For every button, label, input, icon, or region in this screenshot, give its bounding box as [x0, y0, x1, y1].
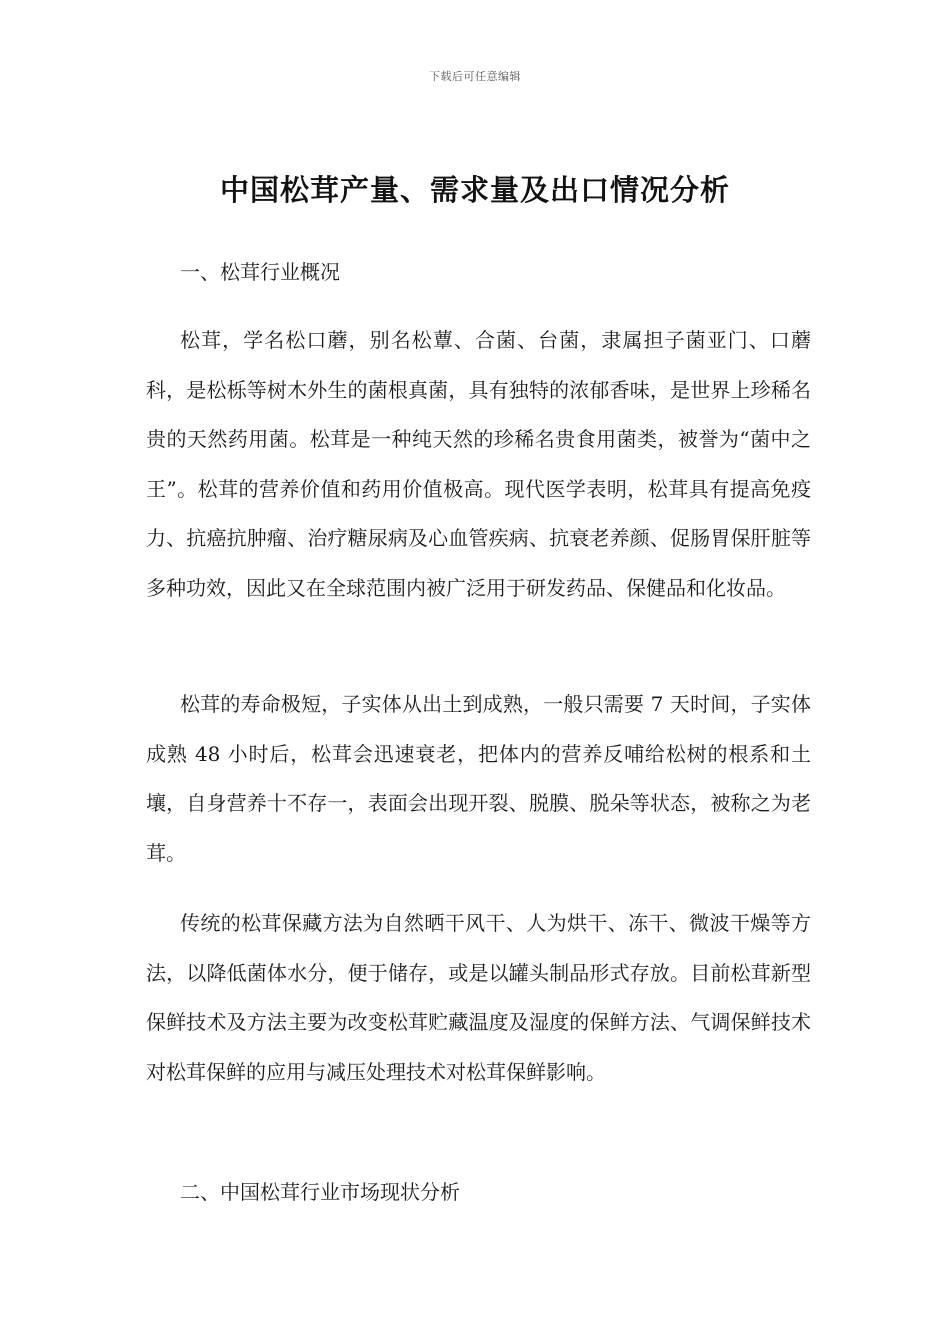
paragraph-lifespan: 松茸的寿命极短，子实体从出土到成熟，一般只需要 7 天时间，子实体成熟 48 小时后，松茸会迅速衰老，把体内的营养反哺给松树的根系和土壤，自身营养十不存一，表面会出现开裂、脱膜、脱朵等状态，被称之为老茸。: [146, 692, 811, 865]
paragraph-introduction: 松茸，学名松口蘑，别名松蕈、合菌、台菌，隶属担子菌亚门、口蘑科，是松栎等树木外生的菌根真菌，具有独特的浓郁香味，是世界上珍稀名贵的天然药用菌。松茸是一种纯天然的珍稀名贵食用菌类，被誉为“菌中之王”。松茸的营养价值和药用价值极高。现代医学表明，松茸具有提高免疫力、抗癌抗肿瘤、治疗糖尿病及心血管疾病、抗衰老养颜、促肠胃保肝脏等多种功效，因此又在全球范围内被广泛用于研发药品、保健品和化妆品。: [146, 328, 811, 600]
paragraph-preservation: 传统的松茸保藏方法为自然晒干风干、人为烘干、冻干、微波干燥等方法，以降低菌体水分，便于储存，或是以罐头制品形式存放。目前松茸新型保鲜技术及方法主要为改变松茸贮藏温度及湿度的保鲜方法、气调保鲜技术对松茸保鲜的应用与减压处理技术对松茸保鲜影响。: [146, 911, 811, 1084]
header-note: 下载后可任意编辑: [429, 70, 521, 83]
section-heading-market-status: 二、中国松茸行业市场现状分析: [180, 1180, 460, 1204]
section-heading-overview: 一、松茸行业概况: [180, 260, 340, 284]
document-title: 中国松茸产量、需求量及出口情况分析: [219, 173, 730, 207]
